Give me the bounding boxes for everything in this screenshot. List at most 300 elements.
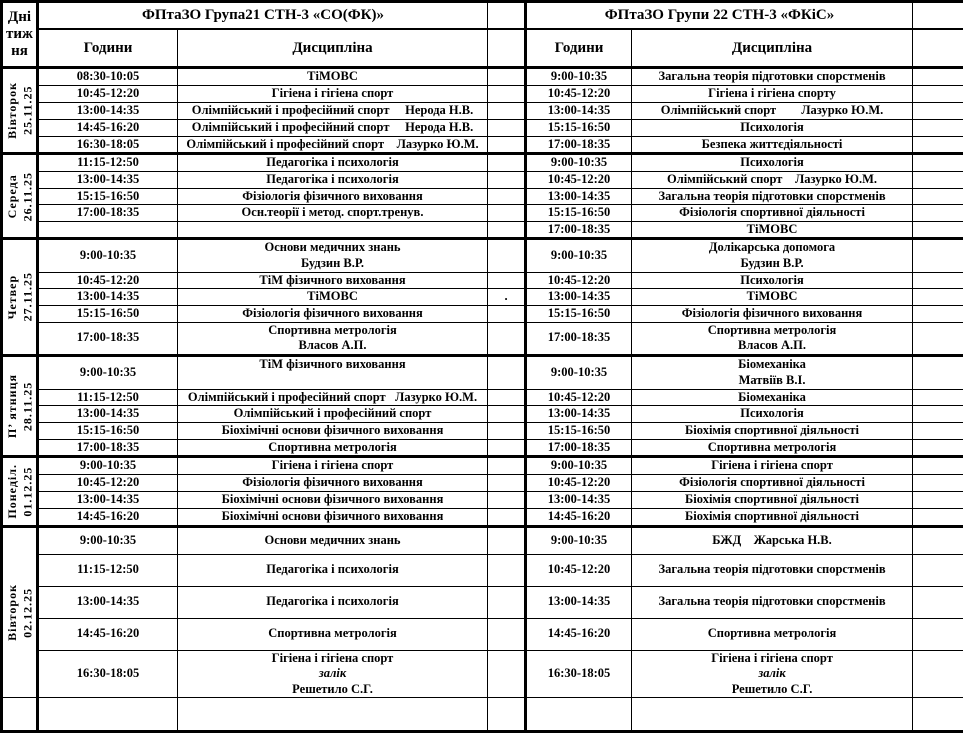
discipline-line: Гігіена і гігіена спорт xyxy=(180,458,485,474)
empty-row xyxy=(2,698,963,732)
discipline-cell-g1 xyxy=(178,355,488,389)
time-cell-g2: 9:00-10:35 xyxy=(526,154,632,172)
spacer-cell-g1 xyxy=(488,423,526,440)
discipline-line: Фізіологія фізичного виховання xyxy=(180,475,485,491)
time-cell-g2: 17:00-18:35 xyxy=(526,136,632,154)
time-cell-g2: 9:00-10:35 xyxy=(526,526,632,554)
discipline-line: Біомеханіка xyxy=(634,357,910,373)
time-cell-g1: 11:15-12:50 xyxy=(38,389,178,406)
time-cell-g2: 15:15-16:50 xyxy=(526,423,632,440)
time-cell-g2: 14:45-16:20 xyxy=(526,618,632,650)
schedule-row xyxy=(2,85,963,102)
day-column-header: Дні тижня xyxy=(2,2,38,68)
discipline-cell-g2 xyxy=(632,650,913,698)
spacer-cell-g1 xyxy=(488,154,526,172)
schedule-row xyxy=(2,322,963,355)
discipline-line: Біохімія спортивної діяльності xyxy=(634,492,910,508)
group2-hours-header: Години xyxy=(526,29,632,68)
time-cell-g1: 13:00-14:35 xyxy=(38,171,178,188)
day-name: Четвер xyxy=(5,272,21,321)
spacer-cell-g2 xyxy=(913,322,963,355)
time-cell-g2: 9:00-10:35 xyxy=(526,239,632,272)
spacer-cell-g1 xyxy=(488,102,526,119)
schedule-row xyxy=(2,439,963,457)
discipline-line: залік xyxy=(180,666,485,682)
discipline-cell-g2 xyxy=(632,239,913,272)
time-cell-g1: 15:15-16:50 xyxy=(38,423,178,440)
time-cell-g1: 13:00-14:35 xyxy=(38,491,178,508)
day-name: Вівторок xyxy=(5,82,21,139)
empty-discipline-cell-g1 xyxy=(178,698,488,732)
discipline-cell-g1 xyxy=(178,554,488,586)
spacer-cell-g1 xyxy=(488,188,526,205)
discipline-cell-g1 xyxy=(178,526,488,554)
discipline-cell-g2 xyxy=(632,136,913,154)
time-cell-g2: 10:45-12:20 xyxy=(526,554,632,586)
empty-day-cell xyxy=(2,698,38,732)
discipline-cell-g2 xyxy=(632,355,913,389)
time-cell-g2: 13:00-14:35 xyxy=(526,406,632,423)
schedule-row xyxy=(2,474,963,491)
schedule-row xyxy=(2,457,963,475)
spacer-cell-g1 xyxy=(488,554,526,586)
discipline-line: Осн.теорії і метод. спорт.тренув. xyxy=(180,205,485,221)
day-cell-3 xyxy=(2,355,38,457)
schedule-row xyxy=(2,554,963,586)
time-cell-g1: 15:15-16:50 xyxy=(38,305,178,322)
time-cell-g2: 10:45-12:20 xyxy=(526,272,632,289)
empty-time-cell-g1 xyxy=(38,698,178,732)
discipline-line: Олімпійський і професійний спорт Лазурко Ю.М. xyxy=(180,390,485,406)
time-cell-g2: 14:45-16:20 xyxy=(526,508,632,526)
discipline-line: Будзин В.Р. xyxy=(634,256,910,272)
discipline-cell-g2 xyxy=(632,439,913,457)
time-cell-g2: 17:00-18:35 xyxy=(526,322,632,355)
spacer-cell-g2 xyxy=(913,171,963,188)
spacer-cell-g2 xyxy=(913,389,963,406)
time-cell-g1: 9:00-10:35 xyxy=(38,355,178,389)
day-date: 02.12.25 xyxy=(21,584,37,641)
schedule-row xyxy=(2,650,963,698)
empty-spacer-cell-g1 xyxy=(488,698,526,732)
spacer-cell-g1: . xyxy=(488,289,526,306)
spacer-cell-g2 xyxy=(913,355,963,389)
time-cell-g1: 11:15-12:50 xyxy=(38,154,178,172)
discipline-cell-g2 xyxy=(632,102,913,119)
discipline-line: Психологія xyxy=(634,120,910,136)
schedule-row xyxy=(2,171,963,188)
discipline-cell-g1 xyxy=(178,618,488,650)
discipline-line: Олімпійський і професійний спорт Нерода Н.В. xyxy=(180,103,485,119)
time-cell-g1: 08:30-10:05 xyxy=(38,68,178,86)
day-date: 28.11.25 xyxy=(21,374,37,438)
time-cell-g2: 10:45-12:20 xyxy=(526,474,632,491)
day-name: Середа xyxy=(5,172,21,221)
discipline-line: Спортивна метрологія xyxy=(180,323,485,339)
time-cell-g2: 17:00-18:35 xyxy=(526,221,632,239)
group1-discipline-header: Дисципліна xyxy=(178,29,488,68)
discipline-line: Загальна теорія підготовки спорстменів xyxy=(634,189,910,205)
discipline-cell-g1 xyxy=(178,205,488,222)
spacer-cell-g2 xyxy=(913,188,963,205)
discipline-cell-g2 xyxy=(632,221,913,239)
spacer-cell-g1 xyxy=(488,439,526,457)
schedule-row xyxy=(2,508,963,526)
time-cell-g2: 9:00-10:35 xyxy=(526,68,632,86)
time-cell-g1: 9:00-10:35 xyxy=(38,526,178,554)
time-cell-g1: 14:45-16:20 xyxy=(38,119,178,136)
time-cell-g1: 9:00-10:35 xyxy=(38,239,178,272)
discipline-cell-g1 xyxy=(178,188,488,205)
time-cell-g1: 10:45-12:20 xyxy=(38,272,178,289)
discipline-line: Біохімічні основи фізичного виховання xyxy=(180,509,485,525)
discipline-line: Гігіена і гігіена спорт xyxy=(180,86,485,102)
spacer-cell-g2 xyxy=(913,136,963,154)
discipline-cell-g2 xyxy=(632,586,913,618)
discipline-line: Педагогіка і психологія xyxy=(180,594,485,610)
spacer-cell-g2 xyxy=(913,508,963,526)
discipline-cell-g2 xyxy=(632,508,913,526)
spacer-cell-g2 xyxy=(913,68,963,86)
title-row xyxy=(2,2,963,30)
schedule-row xyxy=(2,221,963,239)
discipline-cell-g2 xyxy=(632,457,913,475)
discipline-line: Гігіена і гігіена спорт xyxy=(634,651,910,667)
discipline-cell-g2 xyxy=(632,406,913,423)
discipline-line: ТіМОВС xyxy=(634,222,910,238)
spacer-cell-g1 xyxy=(488,322,526,355)
discipline-line: Решетило С.Г. xyxy=(180,682,485,698)
discipline-cell-g1 xyxy=(178,439,488,457)
spacer-cell-g1 xyxy=(488,474,526,491)
time-cell-g2: 10:45-12:20 xyxy=(526,389,632,406)
spacer-cell-g1 xyxy=(488,239,526,272)
day-label xyxy=(5,172,36,221)
discipline-line: ТіМОВС xyxy=(180,69,485,85)
discipline-line: Власов А.П. xyxy=(634,338,910,354)
discipline-cell-g2 xyxy=(632,474,913,491)
discipline-line: Гігіена і гігіена спорту xyxy=(634,86,910,102)
spacer-cell-g1 xyxy=(488,526,526,554)
discipline-cell-g2 xyxy=(632,305,913,322)
spacer-cell-g1 xyxy=(488,406,526,423)
spacer-cell-g2 xyxy=(913,119,963,136)
schedule-row xyxy=(2,586,963,618)
discipline-cell-g2 xyxy=(632,85,913,102)
group1-hours-header: Години xyxy=(38,29,178,68)
discipline-cell-g1 xyxy=(178,508,488,526)
empty-discipline-cell-g2 xyxy=(632,698,913,732)
discipline-line: залік xyxy=(634,666,910,682)
discipline-cell-g2 xyxy=(632,119,913,136)
spacer-cell-g2 xyxy=(913,618,963,650)
discipline-line: Спортивна метрологія xyxy=(634,323,910,339)
time-cell-g2: 15:15-16:50 xyxy=(526,119,632,136)
discipline-line: Фізіологія фізичного виховання xyxy=(180,306,485,322)
group2-title: ФПтаЗО Групи 22 СТН-3 «ФКіС» xyxy=(526,2,913,30)
time-cell-g1: 16:30-18:05 xyxy=(38,650,178,698)
spacer-cell-g2 xyxy=(913,406,963,423)
discipline-line: Педагогіка і психологія xyxy=(180,172,485,188)
schedule-row xyxy=(2,389,963,406)
discipline-cell-g2 xyxy=(632,68,913,86)
time-cell-g2: 10:45-12:20 xyxy=(526,85,632,102)
discipline-line: Олімпійський і професійний спорт Лазурко Ю.М. xyxy=(180,137,485,153)
spacer-cell-g1 xyxy=(488,650,526,698)
discipline-cell-g1 xyxy=(178,322,488,355)
discipline-cell-g2 xyxy=(632,423,913,440)
discipline-line: Гігіена і гігіена спорт xyxy=(180,651,485,667)
discipline-line: ТіМОВС xyxy=(180,289,485,305)
time-cell-g1: 17:00-18:35 xyxy=(38,439,178,457)
time-cell-g1: 13:00-14:35 xyxy=(38,586,178,618)
schedule-row xyxy=(2,136,963,154)
time-cell-g2: 9:00-10:35 xyxy=(526,457,632,475)
time-cell-g1: 17:00-18:35 xyxy=(38,322,178,355)
spacer-cell-g2 xyxy=(913,272,963,289)
discipline-cell-g1 xyxy=(178,119,488,136)
discipline-line: Гігіена і гігіена спорт xyxy=(634,458,910,474)
discipline-line: БЖД Жарська Н.В. xyxy=(634,533,910,549)
day-label xyxy=(5,82,36,139)
discipline-line: Фізіологія фізичного виховання xyxy=(634,306,910,322)
discipline-cell-g1 xyxy=(178,171,488,188)
spacer-cell-g1 xyxy=(488,171,526,188)
spacer-cell-g1 xyxy=(488,457,526,475)
discipline-cell-g2 xyxy=(632,272,913,289)
discipline-line: Власов А.П. xyxy=(180,338,485,354)
discipline-line: Долікарська допомога xyxy=(634,240,910,256)
discipline-cell-g2 xyxy=(632,554,913,586)
spacer-cell-g1 xyxy=(488,136,526,154)
discipline-cell-g1 xyxy=(178,474,488,491)
schedule-row xyxy=(2,406,963,423)
spacer-cell-g2 xyxy=(913,289,963,306)
time-cell-g1: 13:00-14:35 xyxy=(38,102,178,119)
group1-title: ФПтаЗО Група21 СТН-3 «СО(ФК)» xyxy=(38,2,488,30)
day-label xyxy=(5,272,36,321)
time-cell-g2: 15:15-16:50 xyxy=(526,205,632,222)
discipline-line: Загальна теорія підготовки спорстменів xyxy=(634,594,910,610)
discipline-line: Безпека життєдіяльності xyxy=(634,137,910,153)
spacer-cell-g2 xyxy=(913,586,963,618)
schedule-row xyxy=(2,239,963,272)
discipline-cell-g2 xyxy=(632,171,913,188)
day-cell-0 xyxy=(2,68,38,154)
discipline-line: Основи медичних знань xyxy=(180,240,485,256)
time-cell-g2: 10:45-12:20 xyxy=(526,171,632,188)
time-cell-g2: 16:30-18:05 xyxy=(526,650,632,698)
discipline-line: Біохімічні основи фізичного виховання xyxy=(180,492,485,508)
day-cell-1 xyxy=(2,154,38,239)
time-cell-g1: 15:15-16:50 xyxy=(38,188,178,205)
schedule-row xyxy=(2,305,963,322)
discipline-line: Психологія xyxy=(634,273,910,289)
discipline-line: Психологія xyxy=(634,406,910,422)
discipline-line: Спортивна метрологія xyxy=(180,440,485,456)
discipline-line: Олімпійський і професійний спорт Нерода Н.В. xyxy=(180,120,485,136)
spacer-cell-g1 xyxy=(488,355,526,389)
discipline-line xyxy=(180,373,485,389)
discipline-line: Біохімія спортивної діяльності xyxy=(634,509,910,525)
time-cell-g1 xyxy=(38,221,178,239)
discipline-cell-g1 xyxy=(178,221,488,239)
schedule-row xyxy=(2,119,963,136)
spacer-cell-g2 xyxy=(913,305,963,322)
spacer-cell-g1 xyxy=(488,491,526,508)
discipline-line: Загальна теорія підготовки спорстменів xyxy=(634,69,910,85)
discipline-cell-g1 xyxy=(178,154,488,172)
schedule-row xyxy=(2,526,963,554)
discipline-cell-g1 xyxy=(178,650,488,698)
day-name: Понеділ. xyxy=(5,464,21,519)
spacer-cell-g1 xyxy=(488,389,526,406)
time-cell-g2: 13:00-14:35 xyxy=(526,586,632,618)
time-cell-g2: 9:00-10:35 xyxy=(526,355,632,389)
time-cell-g1: 13:00-14:35 xyxy=(38,289,178,306)
discipline-line: Біомеханіка xyxy=(634,390,910,406)
discipline-line: Основи медичних знань xyxy=(180,533,485,549)
discipline-cell-g1 xyxy=(178,406,488,423)
spacer-cell-g2 xyxy=(913,526,963,554)
discipline-cell-g1 xyxy=(178,491,488,508)
day-name: Вівторок xyxy=(5,584,21,641)
spacer-cell-g2 xyxy=(913,154,963,172)
time-cell-g1: 14:45-16:20 xyxy=(38,508,178,526)
discipline-cell-g1 xyxy=(178,85,488,102)
discipline-cell-g2 xyxy=(632,289,913,306)
discipline-line: Фізіологія спортивної діяльності xyxy=(634,475,910,491)
day-cell-5 xyxy=(2,526,38,698)
discipline-line: Біохімія спортивної діяльності xyxy=(634,423,910,439)
discipline-cell-g1 xyxy=(178,423,488,440)
schedule-row xyxy=(2,188,963,205)
spacer-cell-g2 xyxy=(913,457,963,475)
discipline-cell-g2 xyxy=(632,389,913,406)
spacer-cell-g1 xyxy=(488,205,526,222)
group2-discipline-header: Дисципліна xyxy=(632,29,913,68)
schedule-row xyxy=(2,205,963,222)
discipline-cell-g2 xyxy=(632,491,913,508)
discipline-line: Олімпійський і професійний спорт xyxy=(180,406,485,422)
discipline-cell-g1 xyxy=(178,389,488,406)
spacer-cell-g2 xyxy=(913,221,963,239)
schedule-row xyxy=(2,423,963,440)
spacer-cell-g1 xyxy=(488,119,526,136)
spacer-cell-g2 xyxy=(913,102,963,119)
group2-spacer-header xyxy=(913,29,963,68)
discipline-cell-g1 xyxy=(178,239,488,272)
discipline-line: Фізіологія фізичного виховання xyxy=(180,189,485,205)
spacer-cell-g2 xyxy=(913,423,963,440)
spacer-cell-g2 xyxy=(913,205,963,222)
day-cell-2 xyxy=(2,239,38,355)
schedule-row xyxy=(2,355,963,389)
discipline-cell-g1 xyxy=(178,289,488,306)
discipline-line: ТіМ фізичного виховання xyxy=(180,273,485,289)
time-cell-g1: 10:45-12:20 xyxy=(38,474,178,491)
spacer-cell-g2 xyxy=(913,650,963,698)
time-cell-g2: 13:00-14:35 xyxy=(526,491,632,508)
spacer-cell-g1 xyxy=(488,305,526,322)
schedule-body xyxy=(2,68,963,732)
group1-spacer-cell xyxy=(488,2,526,30)
discipline-line: Спортивна метрологія xyxy=(180,626,485,642)
discipline-line: Будзин В.Р. xyxy=(180,256,485,272)
schedule-row xyxy=(2,102,963,119)
discipline-line: Олімпійський спорт Лазурко Ю.М. xyxy=(634,172,910,188)
schedule-row xyxy=(2,154,963,172)
time-cell-g1: 13:00-14:35 xyxy=(38,406,178,423)
time-cell-g1: 17:00-18:35 xyxy=(38,205,178,222)
day-label xyxy=(5,464,36,519)
discipline-cell-g2 xyxy=(632,322,913,355)
discipline-cell-g2 xyxy=(632,526,913,554)
group1-spacer-header xyxy=(488,29,526,68)
time-cell-g1: 9:00-10:35 xyxy=(38,457,178,475)
discipline-cell-g1 xyxy=(178,457,488,475)
time-cell-g2: 13:00-14:35 xyxy=(526,188,632,205)
discipline-cell-g1 xyxy=(178,136,488,154)
discipline-line: Спортивна метрологія xyxy=(634,440,910,456)
time-cell-g2: 13:00-14:35 xyxy=(526,289,632,306)
discipline-line: Решетило С.Г. xyxy=(634,682,910,698)
discipline-cell-g2 xyxy=(632,205,913,222)
day-date: 26.11.25 xyxy=(21,172,37,221)
spacer-cell-g1 xyxy=(488,272,526,289)
column-header-row xyxy=(2,29,963,68)
discipline-line: ТіМ фізичного виховання xyxy=(180,357,485,373)
discipline-line: Педагогіка і психологія xyxy=(180,155,485,171)
discipline-line: Педагогіка і психологія xyxy=(180,562,485,578)
schedule-row xyxy=(2,272,963,289)
discipline-line: ТіМОВС xyxy=(634,289,910,305)
spacer-cell-g2 xyxy=(913,239,963,272)
spacer-cell-g2 xyxy=(913,474,963,491)
day-label xyxy=(5,374,36,438)
spacer-cell-g2 xyxy=(913,439,963,457)
spacer-cell-g2 xyxy=(913,554,963,586)
time-cell-g2: 17:00-18:35 xyxy=(526,439,632,457)
spacer-cell-g1 xyxy=(488,221,526,239)
discipline-line: Матвіїв В.І. xyxy=(634,373,910,389)
spacer-cell-g1 xyxy=(488,618,526,650)
schedule-row xyxy=(2,289,963,306)
schedule-row xyxy=(2,491,963,508)
time-cell-g1: 11:15-12:50 xyxy=(38,554,178,586)
group2-spacer-cell xyxy=(913,2,963,30)
spacer-cell-g1 xyxy=(488,68,526,86)
spacer-cell-g1 xyxy=(488,586,526,618)
discipline-line: Біохімічні основи фізичного виховання xyxy=(180,423,485,439)
time-cell-g2: 13:00-14:35 xyxy=(526,102,632,119)
discipline-line: Спортивна метрологія xyxy=(634,626,910,642)
day-date: 27.11.25 xyxy=(21,272,37,321)
discipline-line: Олімпійський спорт Лазурко Ю.М. xyxy=(634,103,910,119)
discipline-line: Фізіологія спортивної діяльності xyxy=(634,205,910,221)
discipline-cell-g1 xyxy=(178,305,488,322)
time-cell-g1: 14:45-16:20 xyxy=(38,618,178,650)
spacer-cell-g1 xyxy=(488,85,526,102)
discipline-cell-g1 xyxy=(178,272,488,289)
discipline-cell-g2 xyxy=(632,188,913,205)
day-date: 25.11.25 xyxy=(21,82,37,139)
schedule-row xyxy=(2,618,963,650)
day-label xyxy=(5,584,36,641)
discipline-cell-g1 xyxy=(178,586,488,618)
spacer-cell-g2 xyxy=(913,85,963,102)
schedule-row xyxy=(2,68,963,86)
